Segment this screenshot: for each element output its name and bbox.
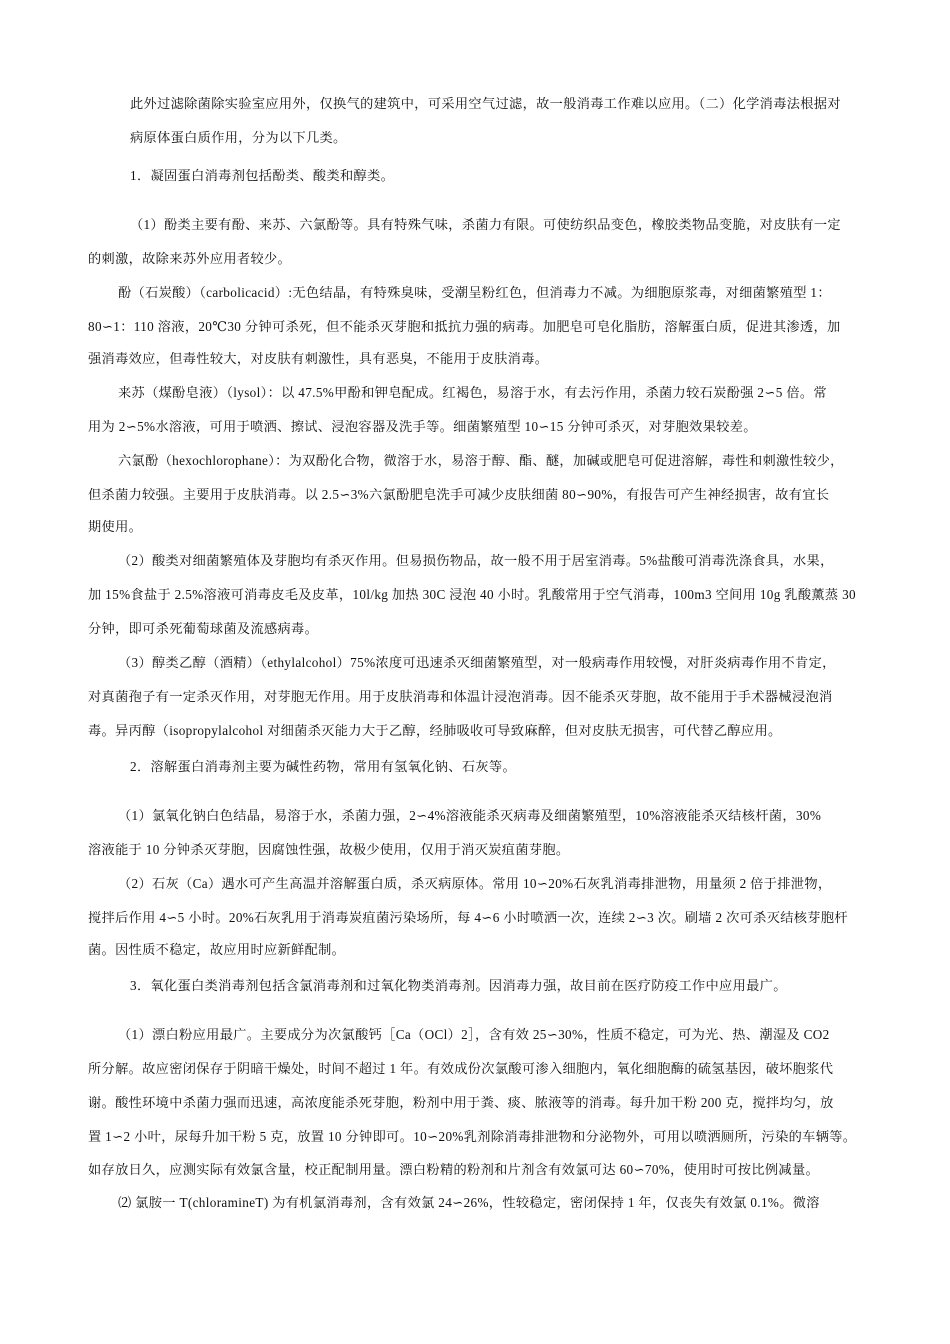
text-line: 六氯酚（hexochlorophane）：为双酚化合物，微溶于水，易溶于醇、酯、醚，加碱或肥皂可促进溶解，毒性和刺激性较少， <box>118 453 844 468</box>
text-line: 但杀菌力较强。主要用于皮肤消毒。以 2.5∽3%六氯酚肥皂洗手可减少皮肤细菌 80∽90%，有报告可产生神经损害，故有宜长 <box>88 487 830 502</box>
text-line: 的刺激，故除来苏外应用者较少。 <box>88 251 292 266</box>
text-line: 如存放日久，应测实际有效氯含量，校正配制用量。漂白粉精的粉剂和片剂含有效氯可达 60∽70%，使用时可按比例减量。 <box>88 1162 820 1177</box>
text-line: （2）石灰（Ca）遇水可产生高温并溶解蛋白质，杀灭病原体。常用 10∽20%石灰乳消毒排泄物，用量须 2 倍于排泄物， <box>118 876 832 891</box>
text-line: 此外过滤除菌除实验室应用外，仅换气的建筑中，可采用空气过滤，故一般消毒工作难以应用。（二）化学消毒法根据对 <box>130 96 841 111</box>
text-line: 所分解。故应密闭保存于阴暗干燥处，时间不超过 1 年。有效成份次氯酸可渗入细胞内，氧化细胞酶的硫氢基因，破坏胞浆代 <box>88 1061 834 1076</box>
text-line: （1）漂白粉应用最广。主要成分为次氯酸钙［Ca（OCl）2］，含有效 25∽30%，性质不稳定，可为光、热、潮湿及 CO2 <box>118 1027 830 1042</box>
text-line: 来苏（煤酚皂液）（lysol）：以 47.5%甲酚和钾皂配成。红褐色，易溶于水，有去污作用，杀菌力较石炭酚强 2∽5 倍。常 <box>118 385 827 400</box>
text-line: 用为 2∽5%水溶液，可用于喷洒、擦试、浸泡容器及洗手等。细菌繁殖型 10∽15 分钟可杀灭，对芽胞效果较差。 <box>88 419 757 434</box>
text-line: 强消毒效应，但毒性较大，对皮肤有刺激性，具有恶臭，不能用于皮肤消毒。 <box>88 351 549 366</box>
text-line: 3．氧化蛋白类消毒剂包括含氯消毒剂和过氧化物类消毒剂。因消毒力强，故目前在医疗防疫工作中应用最广。 <box>130 978 787 993</box>
text-line: 加 15%食盐于 2.5%溶液可消毒皮毛及皮革，10l/kg 加热 30C 浸泡 40 小时。乳酸常用于空气消毒，100m3 空间用 10g 乳酸薰蒸 30 <box>88 587 856 602</box>
text-line: 毒。异丙醇（isopropylalcohol 对细菌杀灭能力大于乙醇，经肺吸收可导致麻醉，但对皮肤无损害，可代替乙醇应用。 <box>88 723 782 738</box>
text-line: （1）氯氧化钠白色结晶，易溶于水，杀菌力强，2∽4%溶液能杀灭病毒及细菌繁殖型，10%溶液能杀灭结核杆菌，30% <box>118 808 822 823</box>
text-line: （3）醇类乙醇（酒精）（ethylalcohol）75%浓度可迅速杀灭细菌繁殖型，对一般病毒作用较慢，对肝炎病毒作用不肯定， <box>118 655 836 670</box>
text-line: 分钟，即可杀死葡萄球菌及流感病毒。 <box>88 621 319 636</box>
text-line: 菌。因性质不稳定，故应用时应新鲜配制。 <box>88 942 346 957</box>
text-line: 搅拌后作用 4∽5 小时。20%石灰乳用于消毒炭疽菌污染场所，每 4∽6 小时喷洒一次，连续 2∽3 次。刷墙 2 次可杀灭结核芽胞杆 <box>88 910 848 925</box>
text-line: （1）酚类主要有酚、来苏、六氯酚等。具有特殊气味，杀菌力有限。可使纺织品变色，橡胶类物品变脆，对皮肤有一定 <box>130 217 841 232</box>
text-line: ⑵ 氯胺一 T(chloramineT) 为有机氯消毒剂，含有效氯 24∽26%，性较稳定，密闭保持 1 年，仅丧失有效氯 0.1%。微溶 <box>118 1195 820 1210</box>
text-line: 置 1∽2 小叶，尿每升加干粉 5 克，放置 10 分钟即可。10∽20%乳剂除消毒排泄物和分泌物外，可用以喷洒厕所，污染的车辆等。 <box>88 1129 857 1144</box>
text-line: 溶液能于 10 分钟杀灭芽胞，因腐蚀性强，故极少使用，仅用于消灭炭疽菌芽胞。 <box>88 842 570 857</box>
text-line: 2．溶解蛋白消毒剂主要为碱性药物，常用有氢氧化钠、石灰等。 <box>130 759 516 774</box>
text-line: 酚（石炭酸）（carbolicacid）:无色结晶，有特殊臭味，受潮呈粉红色，但消毒力不减。为细胞原浆毒，对细菌繁殖型 1： <box>118 285 831 300</box>
text-line: 对真菌孢子有一定杀灭作用，对芽胞无作用。用于皮肤消毒和体温计浸泡消毒。因不能杀灭芽胞，故不能用于手术器械浸泡消 <box>88 689 833 704</box>
text-line: （2）酸类对细菌繁殖体及芽胞均有杀灭作用。但易损伤物品，故一般不用于居室消毒。5%盐酸可消毒洗涤食具，水果， <box>118 553 834 568</box>
text-line: 1．凝固蛋白消毒剂包括酚类、酸类和醇类。 <box>130 168 395 183</box>
text-line: 80∽1：110 溶液，20℃30 分钟可杀死，但不能杀灭芽胞和抵抗力强的病毒。加肥皂可皂化脂肪，溶解蛋白质，促进其渗透，加 <box>88 319 841 334</box>
text-line: 期使用。 <box>88 519 143 534</box>
text-line: 病原体蛋白质作用，分为以下几类。 <box>130 130 347 145</box>
text-line: 谢。酸性环境中杀菌力强而迅速，高浓度能杀死芽胞，粉剂中用于粪、痰、脓液等的消毒。每升加干粉 200 克，搅拌均匀，放 <box>88 1095 834 1110</box>
